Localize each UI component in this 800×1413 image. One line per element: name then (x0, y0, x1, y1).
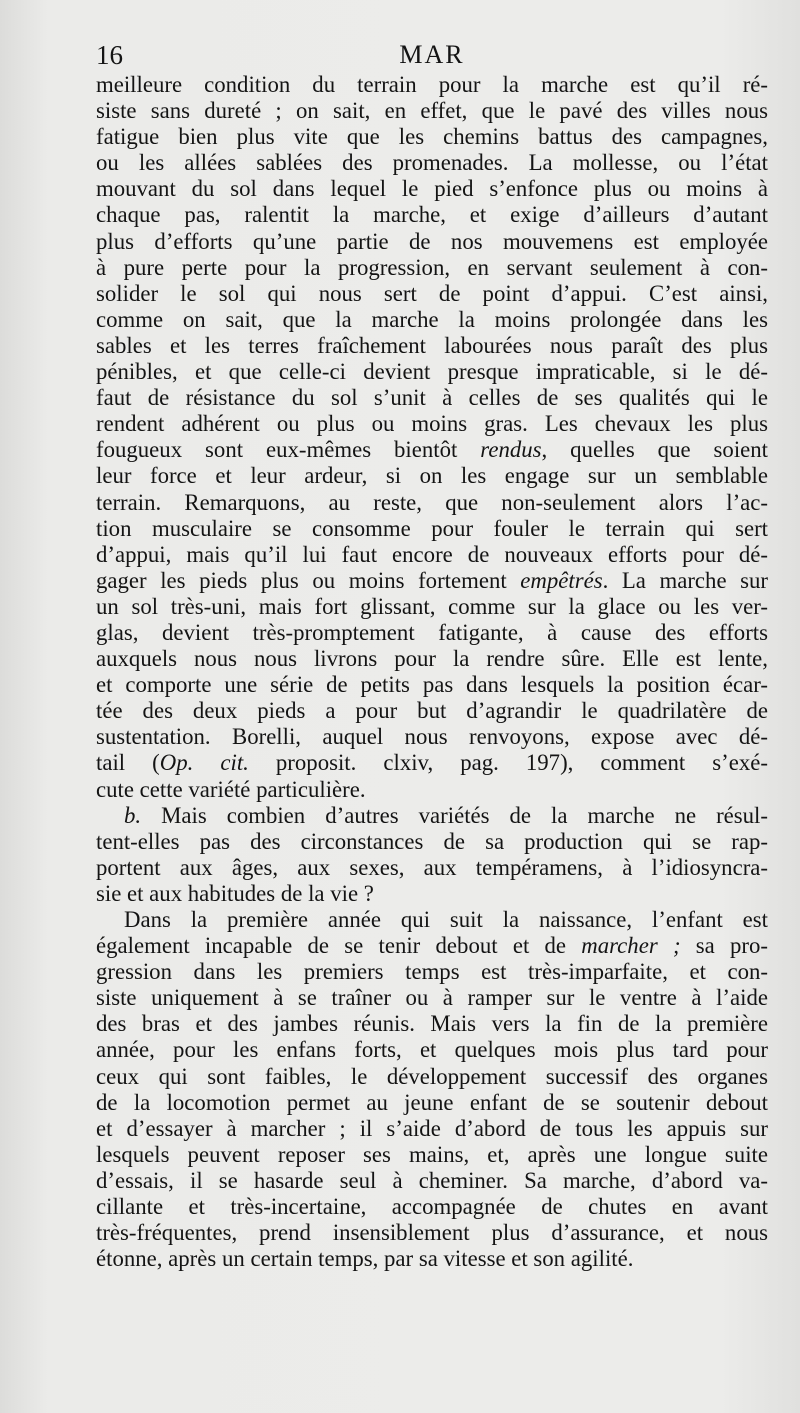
text-line (96, 620, 768, 646)
text-segment: siste sans dureté ; on sait, en effet, que le pavé des villes nous (96, 98, 768, 124)
text-segment: mouvant du sol dans lequel le pied s’enfonce plus ou moins à (96, 176, 768, 202)
italic-segment: Op. cit. (159, 750, 249, 776)
text-segment: et comporte une série de petits pas dans lesquels la position écar- (96, 672, 768, 698)
text-segment: sables et les terres fraîchement labourées nous paraît des plus (96, 332, 768, 358)
text-segment: lesquels peuvent reposer ses mains, et, après une longue suite (96, 1141, 768, 1167)
text-line (96, 542, 768, 568)
text-line (96, 229, 768, 255)
text-line (96, 698, 768, 724)
text-line (96, 777, 768, 803)
text-line (96, 333, 768, 359)
text-line (96, 124, 768, 150)
text-segment: terrain. Remarquons, au reste, que non-seulement alors l’ac- (96, 489, 768, 515)
italic-segment: b. (124, 802, 142, 828)
text-segment: à pure perte pour la progression, en servant seulement à con- (96, 254, 768, 280)
text-segment: tent-elles pas des circonstances de sa production qui se rap- (96, 828, 768, 854)
text-segment: sie et aux habitudes de la vie ? (96, 880, 374, 906)
text-line (96, 672, 768, 698)
text-segment: tail ( (96, 750, 160, 776)
text-segment: proposit. clxiv, pag. 197), comment s’exé- (248, 750, 768, 776)
italic-segment: marcher ; (581, 933, 681, 959)
text-line (96, 646, 768, 672)
text-line (96, 202, 768, 228)
text-segment: Mais combien d’autres variétés de la marche ne résul- (141, 802, 768, 828)
text-line (96, 568, 768, 594)
text-line (96, 594, 768, 620)
text-segment: également incapable de se tenir debout et de (96, 933, 582, 959)
running-head (96, 40, 768, 76)
text-segment: . La marche sur (602, 567, 768, 593)
text-line (96, 411, 768, 437)
text-segment: solider le sol qui nous sert de point d’appui. C’est ainsi, (96, 280, 768, 306)
text-segment: très-fréquentes, prend insensiblement plus d’assurance, et nous (96, 1220, 768, 1246)
text-segment: cute cette variété particulière. (96, 776, 366, 802)
text-line (96, 1090, 768, 1116)
text-line (96, 750, 768, 776)
text-line (96, 1011, 768, 1037)
text-line (96, 985, 768, 1011)
text-segment: ou les allées sablées des promenades. La mollesse, ou l’état (96, 150, 768, 176)
text-segment: plus d’efforts qu’une partie de nos mouvemens est employée (96, 228, 768, 254)
text-line (96, 1246, 768, 1272)
text-line (96, 855, 768, 881)
text-segment: ceux qui sont faibles, le développement successif des organes (96, 1063, 768, 1089)
text-line (96, 98, 768, 124)
text-line (96, 881, 768, 907)
text-segment: comme on sait, que la marche la moins prolongée dans les (96, 306, 768, 332)
text-line (96, 255, 768, 281)
text-line (96, 516, 768, 542)
text-line (96, 72, 768, 98)
text-line (96, 1064, 768, 1090)
text-line (96, 437, 768, 463)
text-segment: leur force et leur ardeur, si on les engage sur un semblable (96, 463, 768, 489)
text-segment: pénibles, et que celle-ci devient presque impraticable, si le dé- (96, 359, 768, 385)
text-line (96, 463, 768, 489)
italic-segment: empêtrés (520, 567, 603, 593)
text-segment: de la locomotion permet au jeune enfant de se soutenir debout (96, 1089, 768, 1115)
text-segment: sa pro- (680, 933, 768, 959)
text-line (96, 933, 768, 959)
text-line (96, 1037, 768, 1063)
text-segment: portent aux âges, aux sexes, aux tempéramens, à l’idiosyncra- (96, 854, 768, 880)
text-segment: tée des deux pieds a pour but d’agrandir le quadrilatère de (96, 698, 768, 724)
text-segment: d’essais, il se hasarde seul à cheminer. Sa marche, d’abord va- (96, 1167, 768, 1193)
text-line (96, 724, 768, 750)
text-segment: sustentation. Borelli, auquel nous renvoyons, expose avec dé- (96, 724, 768, 750)
text-line (96, 907, 768, 933)
text-line (96, 281, 768, 307)
text-segment: étonne, après un certain temps, par sa vitesse et son agilité. (96, 1246, 634, 1272)
text-segment: chaque pas, ralentit la marche, et exige d’ailleurs d’autant (96, 202, 768, 228)
text-segment: un sol très-uni, mais fort glissant, comme sur la glace ou les ver- (96, 593, 768, 619)
italic-segment: rendus (480, 437, 542, 463)
text-line (96, 1142, 768, 1168)
text-segment: et d’essayer à marcher ; il s’aide d’abord de tous les appuis sur (96, 1115, 768, 1141)
text-segment: fougueux sont eux-mêmes bientôt (96, 437, 481, 463)
text-segment: auxquels nous nous livrons pour la rendre sûre. Elle est lente, (96, 646, 768, 672)
text-line (96, 1168, 768, 1194)
text-segment: Dans la première année qui suit la naissance, l’enfant est (124, 907, 768, 932)
text-line (96, 150, 768, 176)
text-segment: d’appui, mais qu’il lui faut encore de nouveaux efforts pour dé- (96, 541, 768, 567)
text-line (96, 803, 768, 829)
text-segment: rendent adhérent ou plus ou moins gras. Les chevaux les plus (96, 411, 768, 437)
page-number: 16 (96, 40, 123, 70)
text-segment: meilleure condition du terrain pour la marche est qu’il ré- (96, 72, 768, 97)
text-line (96, 359, 768, 385)
text-segment: siste uniquement à se traîner ou à ramper sur le ventre à l’aide (96, 985, 768, 1011)
text-segment: tion musculaire se consomme pour fouler le terrain qui sert (96, 515, 768, 541)
text-segment: des bras et des jambes réunis. Mais vers la fin de la première (96, 1011, 768, 1037)
text-line (96, 490, 768, 516)
text-segment: faut de résistance du sol s’unit à celles de ses qualités qui le (96, 385, 768, 411)
text-line (96, 1116, 768, 1142)
text-segment: année, pour les enfans forts, et quelques mois plus tard pour (96, 1037, 768, 1063)
running-title: MAR (399, 40, 465, 69)
text-line (96, 385, 768, 411)
text-line (96, 829, 768, 855)
text-line (96, 1220, 768, 1246)
text-line (96, 176, 768, 202)
text-line (96, 307, 768, 333)
text-line (96, 959, 768, 985)
text-segment: cillante et très-incertaine, accompagnée de chutes en avant (96, 1194, 768, 1220)
text-segment: glas, devient très-promptement fatigante, à cause des efforts (96, 619, 768, 645)
text-segment: , quelles que soient (541, 437, 768, 463)
text-segment: fatigue bien plus vite que les chemins battus des campagnes, (96, 124, 768, 150)
text-segment: gression dans les premiers temps est très-imparfaite, et con- (96, 959, 768, 985)
text-segment: gager les pieds plus ou moins fortement (96, 567, 521, 593)
body-text (96, 72, 768, 1272)
text-line (96, 1194, 768, 1220)
